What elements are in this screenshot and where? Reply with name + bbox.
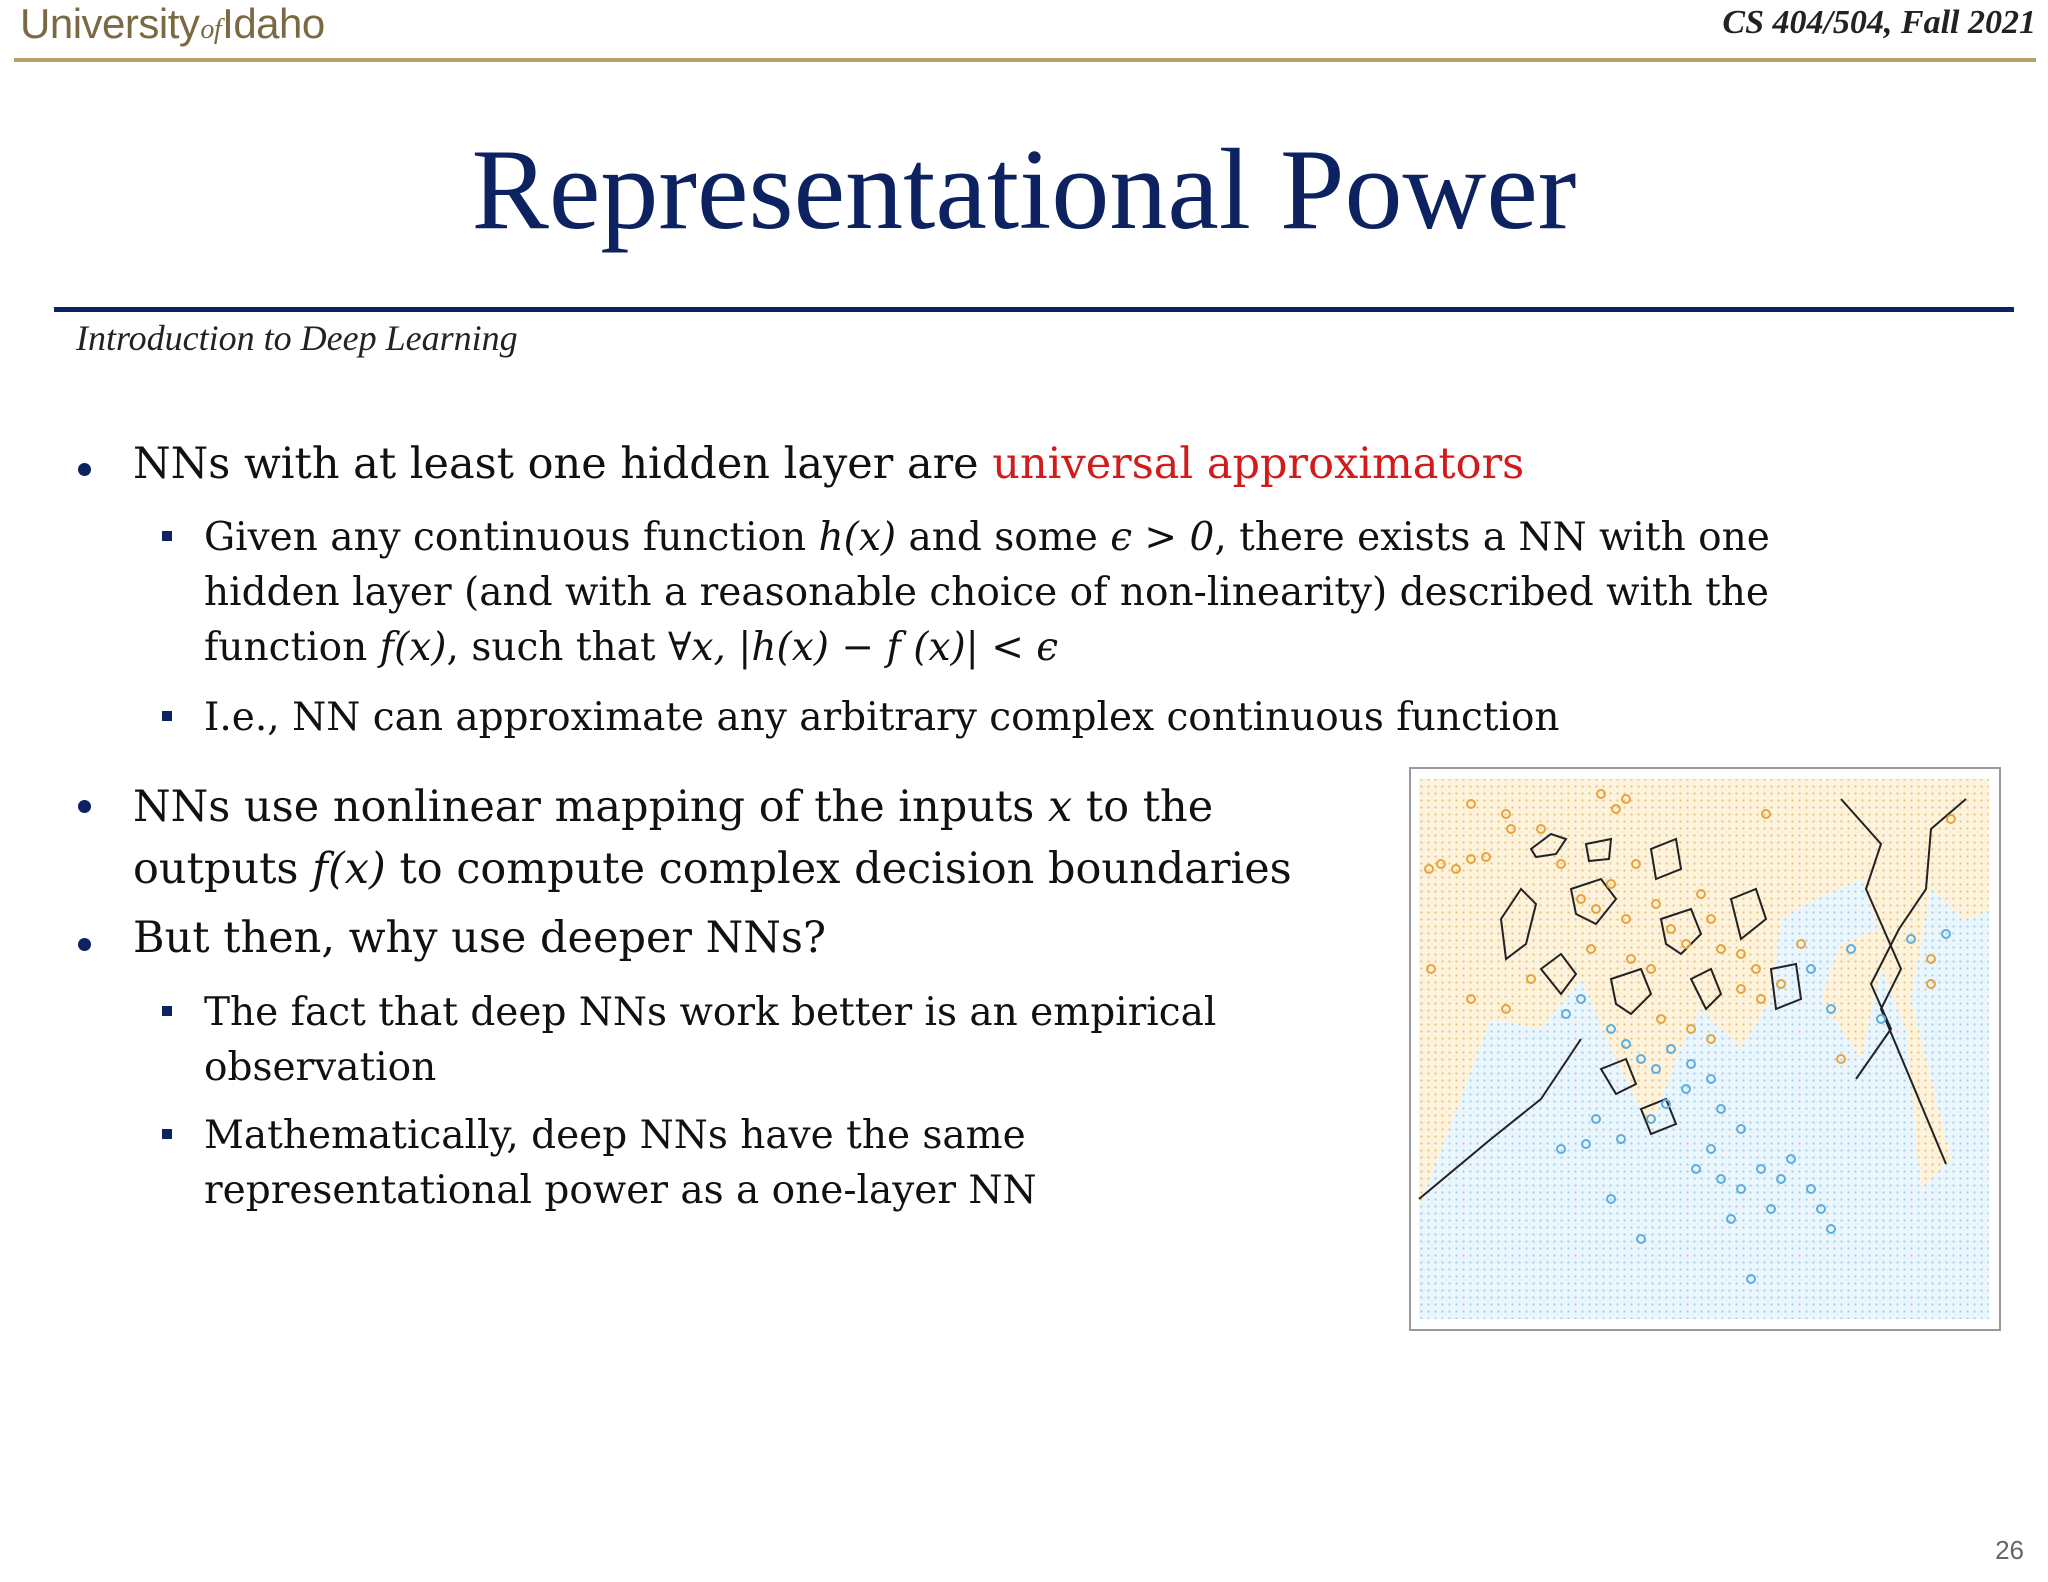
logo-text-of: of [200, 14, 222, 45]
logo-text-idaho: Idaho [222, 0, 325, 47]
math-h-of-x: h(x) [818, 515, 897, 560]
slide-subtitle: Introduction to Deep Learning [76, 318, 518, 358]
bullet-text: NNs with at least one hidden layer are [133, 439, 993, 489]
sub-bullet-square [162, 711, 172, 721]
bullet-dot [78, 800, 91, 813]
logo-text-university: University [20, 0, 200, 47]
bullet-dot [78, 938, 91, 951]
bullet-universal-approximators [133, 440, 1524, 489]
university-logo [20, 0, 325, 56]
page-number: 26 [1995, 1535, 2024, 1565]
sub-bullet-given-function: Given any continuous function h(x) and some ϵ > 0, there exists a NN with one hidden layer (and with a reasonable choice of non-linearity) described with the function f(x), such that ∀x, |h(x) − f (x)| < ϵ [204, 510, 2004, 675]
header-divider [14, 58, 2036, 62]
decision-boundary-figure [1409, 767, 2001, 1331]
math-epsilon-positive: ϵ > 0 [1110, 515, 1215, 560]
sub-bullet-line: hidden layer (and with a reasonable choice of non-linearity) described with the [204, 570, 1769, 615]
sub-bullet-arbitrary-function: I.e., NN can approximate any arbitrary complex continuous function [204, 695, 1560, 740]
bullet-nonlinear-mapping: NNs use nonlinear mapping of the inputs x to the outputs f(x) to compute complex decision boundaries [133, 782, 1292, 894]
bullet-dot [78, 463, 91, 476]
title-divider [54, 307, 2014, 312]
math-x: x [1048, 782, 1073, 832]
highlight-universal-approximators: universal approximators [992, 439, 1525, 489]
slide-title: Representational Power [471, 126, 1577, 254]
course-label: CS 404/504, Fall 2021 [1722, 4, 2036, 41]
math-approximation-bound: ∀x, |h(x) − f (x)| < ϵ [667, 625, 1059, 670]
sub-bullet-square [162, 1129, 172, 1139]
decision-boundary-plot [1411, 769, 1999, 1329]
sub-bullet-same-power: Mathematically, deep NNs have the same representational power as a one-layer NN [204, 1113, 1037, 1213]
math-f-of-x: f(x) [312, 844, 386, 894]
math-f-of-x: f(x) [379, 625, 447, 670]
sub-bullet-square [162, 531, 172, 541]
bullet-why-deeper: But then, why use deeper NNs? [133, 913, 827, 963]
sub-bullet-square [162, 1006, 172, 1016]
sub-bullet-empirical: The fact that deep NNs work better is an empirical observation [204, 990, 1217, 1090]
